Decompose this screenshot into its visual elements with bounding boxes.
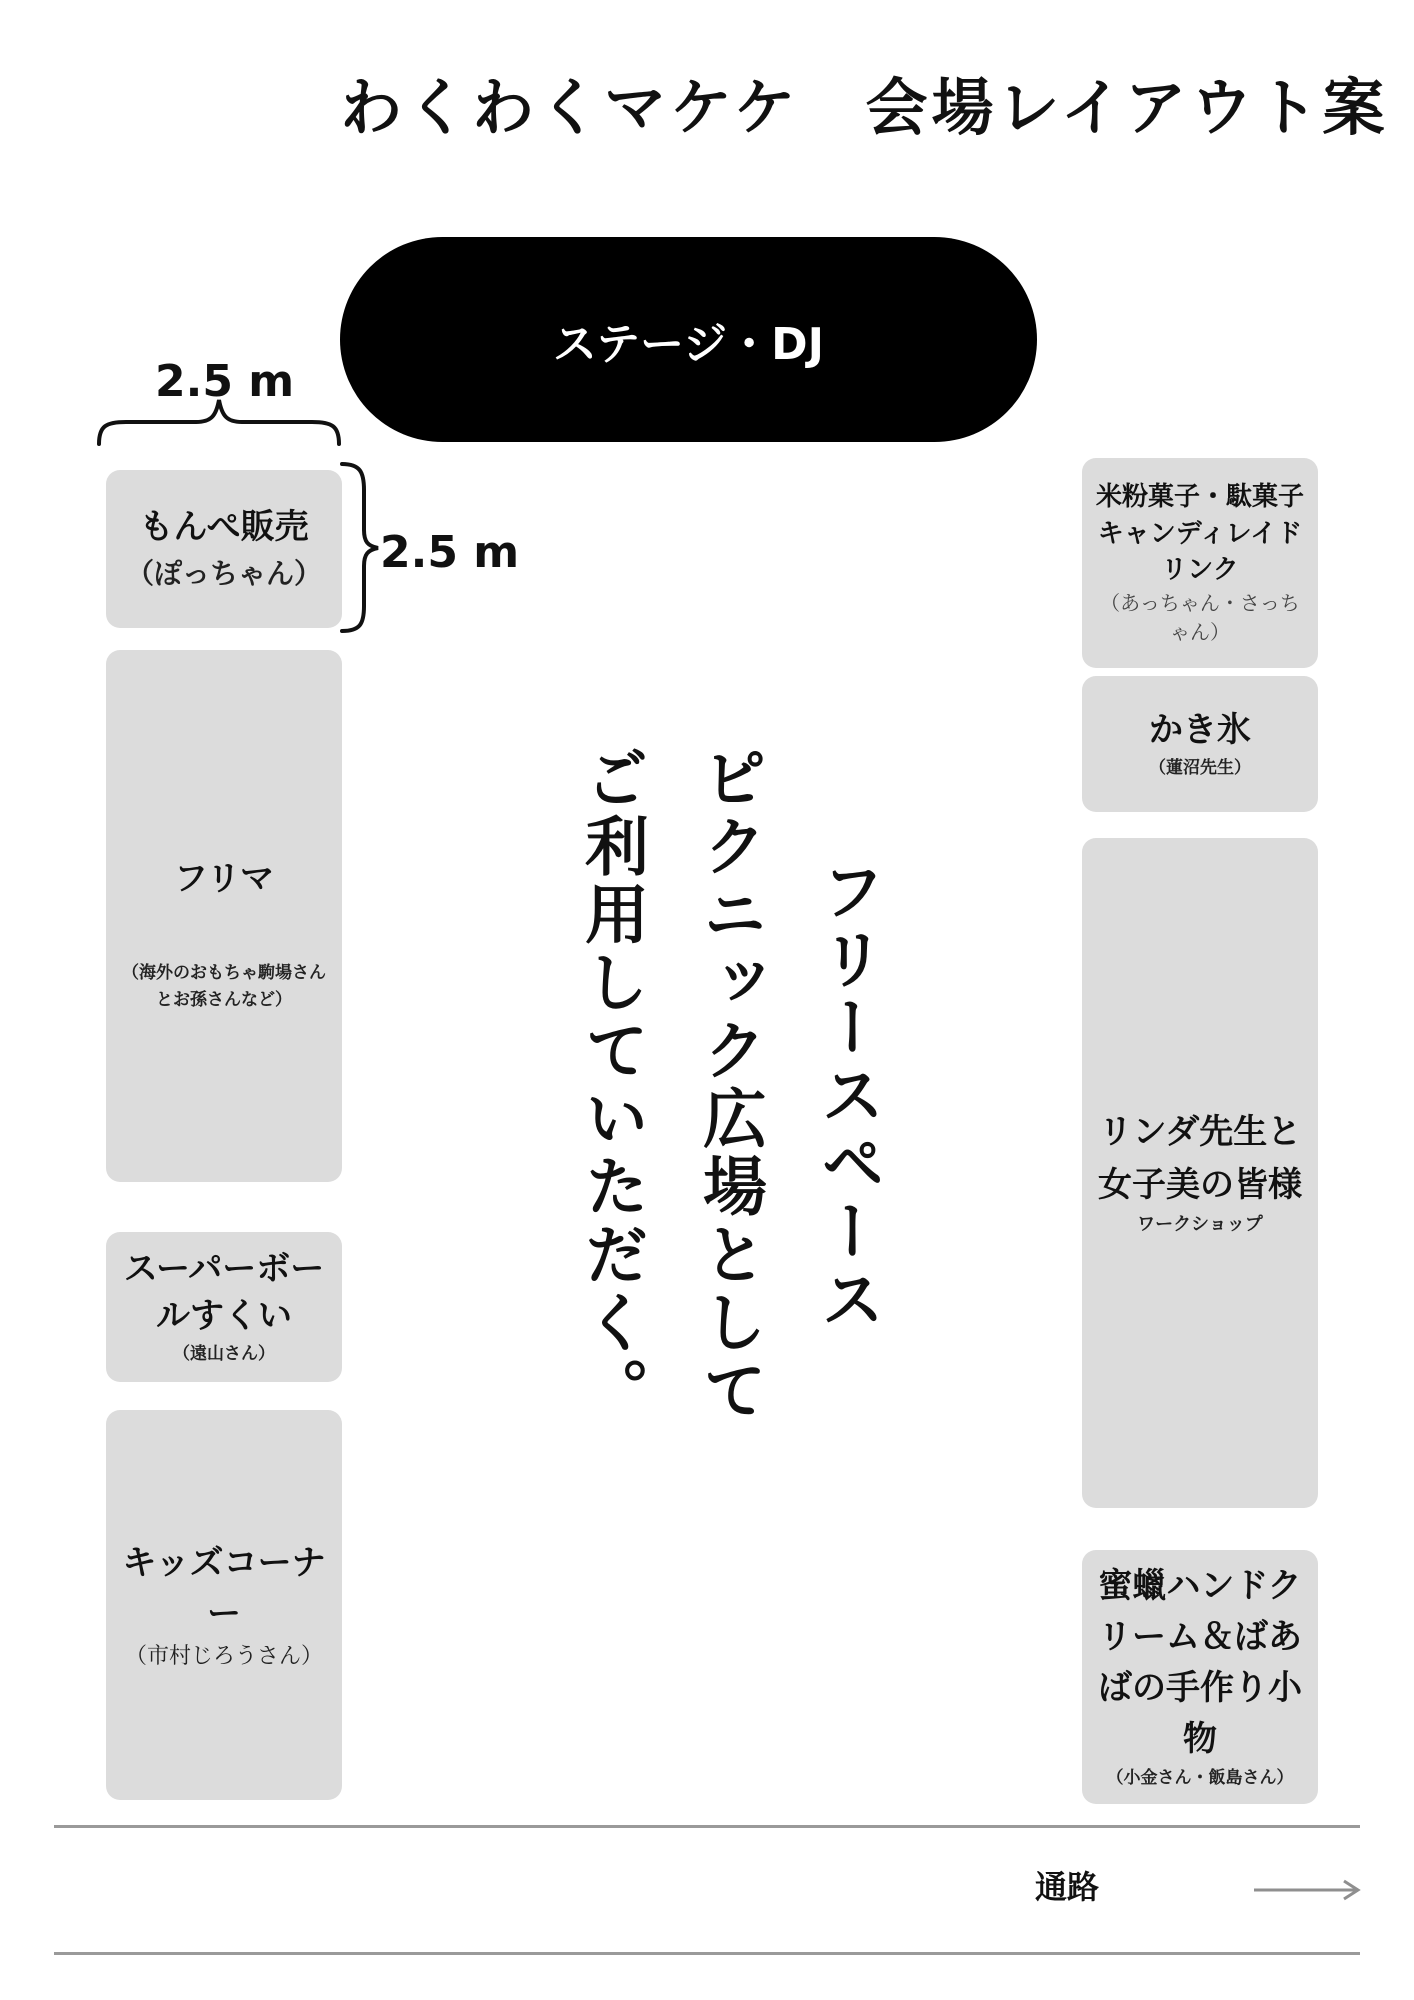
page-title: わくわくマケケ 会場レイアウト案 bbox=[340, 71, 1389, 144]
booth-note: （蓮沼先生） bbox=[1149, 758, 1251, 779]
booth-rice-flour-sweets bbox=[1082, 458, 1318, 668]
corridor-label: 通路 bbox=[1035, 1868, 1100, 1906]
booth-note: ワークショップ bbox=[1137, 1214, 1263, 1236]
booth-name: スーパーボールすくい bbox=[123, 1248, 325, 1337]
booth-note: （小金さん・飯島さん） bbox=[1106, 1768, 1294, 1789]
booth-flea-market bbox=[106, 650, 342, 1182]
free-space-text-col1: フリースペース bbox=[810, 858, 884, 1334]
booth-name: リンダ先生と女子美の皆様 bbox=[1098, 1111, 1302, 1205]
booth-monpe-sales bbox=[106, 470, 342, 628]
free-space-text-col2: ピクニック広場として bbox=[692, 745, 766, 1425]
corridor-bottom-line bbox=[54, 1952, 1360, 1955]
booth-kids-corner bbox=[106, 1410, 342, 1800]
arrow-right-icon bbox=[1252, 1878, 1362, 1902]
booth-note: （市村じろうさん） bbox=[124, 1643, 323, 1669]
booth-shaved-ice bbox=[1082, 676, 1318, 812]
corridor-top-line bbox=[54, 1825, 1360, 1828]
booth-name: もんぺ販売 bbox=[139, 507, 309, 548]
booth-superball-scoop bbox=[106, 1232, 342, 1382]
free-space-text-col3: ご利用していただく。 bbox=[574, 745, 648, 1425]
booth-note: （あっちゃん・さっちゃん） bbox=[1100, 590, 1300, 644]
booth-beeswax-handcream bbox=[1082, 1550, 1318, 1804]
booth-note: （海外のおもちゃ駒場さんとお孫さんなど） bbox=[122, 963, 326, 1011]
depth-bracket-icon bbox=[340, 460, 380, 635]
booth-linda-workshop bbox=[1082, 838, 1318, 1508]
stage-label: ステージ・DJ bbox=[552, 318, 825, 370]
stage-dj-area bbox=[340, 237, 1037, 442]
depth-dimension-label: 2.5 m bbox=[380, 527, 520, 578]
booth-name: キッズコーナー bbox=[122, 1542, 326, 1634]
width-dimension-label: 2.5 m bbox=[155, 356, 295, 407]
booth-name: かき氷 bbox=[1149, 709, 1251, 750]
booth-name: 米粉菓子・駄菓子キャンディレイドリンク bbox=[1095, 482, 1304, 586]
booth-note: （遠山さん） bbox=[173, 1344, 275, 1364]
booth-name: フリマ bbox=[174, 859, 274, 899]
booth-note: （ぽっちゃん） bbox=[125, 556, 322, 590]
booth-name: 蜜蠟ハンドクリーム＆ばあばの手作り小物 bbox=[1098, 1566, 1302, 1760]
